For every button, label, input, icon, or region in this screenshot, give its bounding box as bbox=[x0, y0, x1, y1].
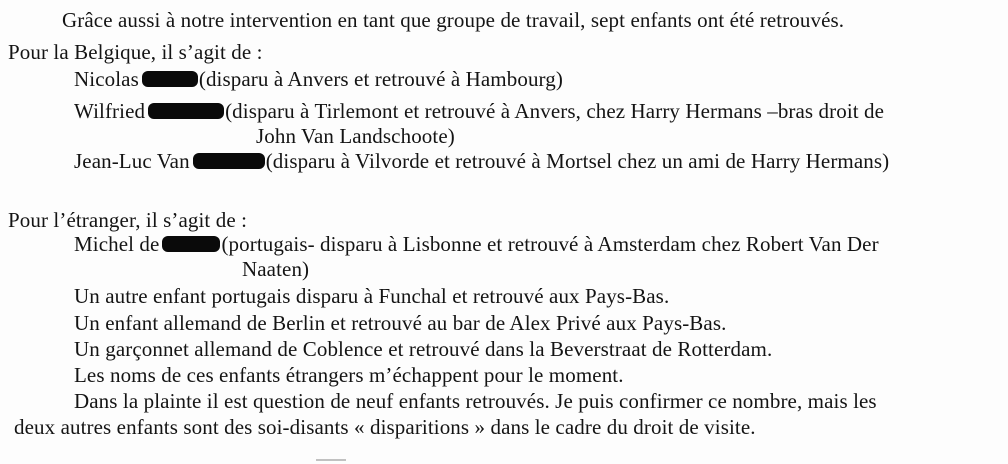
child-case-detail: (disparu à Tirlemont et retrouvé à Anvers, chez Harry Hermans –bras droit de bbox=[225, 99, 885, 123]
child-case-detail: (disparu à Anvers et retrouvé à Hambourg) bbox=[198, 67, 563, 91]
foreign-item-4: Un garçonnet allemand de Coblence et retrouvé dans la Beverstraat de Rotterdam. bbox=[74, 337, 773, 361]
belgium-item-3 bbox=[74, 149, 889, 173]
redaction-mark bbox=[162, 236, 220, 252]
foreign-item-1 bbox=[74, 232, 879, 256]
foreign-item-3: Un enfant allemand de Berlin et retrouvé au bar de Alex Privé aux Pays-Bas. bbox=[74, 311, 727, 335]
foreign-note: Les noms de ces enfants étrangers m’échappent pour le moment. bbox=[74, 363, 624, 387]
foreign-item-2: Un autre enfant portugais disparu à Funchal et retrouvé aux Pays-Bas. bbox=[74, 284, 670, 308]
paragraph-intro: Grâce aussi à notre intervention en tant que groupe de travail, sept enfants ont été retrouvés. bbox=[62, 8, 845, 32]
closing-line-1: Dans la plainte il est question de neuf enfants retrouvés. Je puis confirmer ce nombre, mais les bbox=[74, 389, 877, 413]
foreign-item-1-continuation: Naaten) bbox=[242, 257, 310, 281]
redaction-mark bbox=[193, 153, 265, 169]
belgium-item-2 bbox=[74, 99, 884, 123]
redaction-mark bbox=[142, 71, 198, 87]
child-first-name: Michel de bbox=[74, 232, 160, 256]
belgium-item-1 bbox=[74, 67, 563, 91]
scan-artifact bbox=[316, 459, 346, 461]
child-first-name: Jean-Luc Van bbox=[74, 149, 190, 173]
closing-line-2: deux autres enfants sont des soi-disants « disparitions » dans le cadre du droit de visite. bbox=[14, 415, 756, 439]
child-case-detail: (disparu à Vilvorde et retrouvé à Mortsel chez un ami de Harry Hermans) bbox=[265, 149, 890, 173]
child-first-name: Wilfried bbox=[74, 99, 146, 123]
child-case-detail: (portugais- disparu à Lisbonne et retrouvé à Amsterdam chez Robert Van Der bbox=[221, 232, 879, 256]
child-first-name: Nicolas bbox=[74, 67, 139, 91]
redaction-mark bbox=[148, 103, 224, 119]
belgium-heading: Pour la Belgique, il s’agit de : bbox=[8, 40, 263, 64]
belgium-item-2-continuation: John Van Landschoote) bbox=[256, 124, 455, 148]
foreign-heading: Pour l’étranger, il s’agit de : bbox=[8, 208, 248, 232]
